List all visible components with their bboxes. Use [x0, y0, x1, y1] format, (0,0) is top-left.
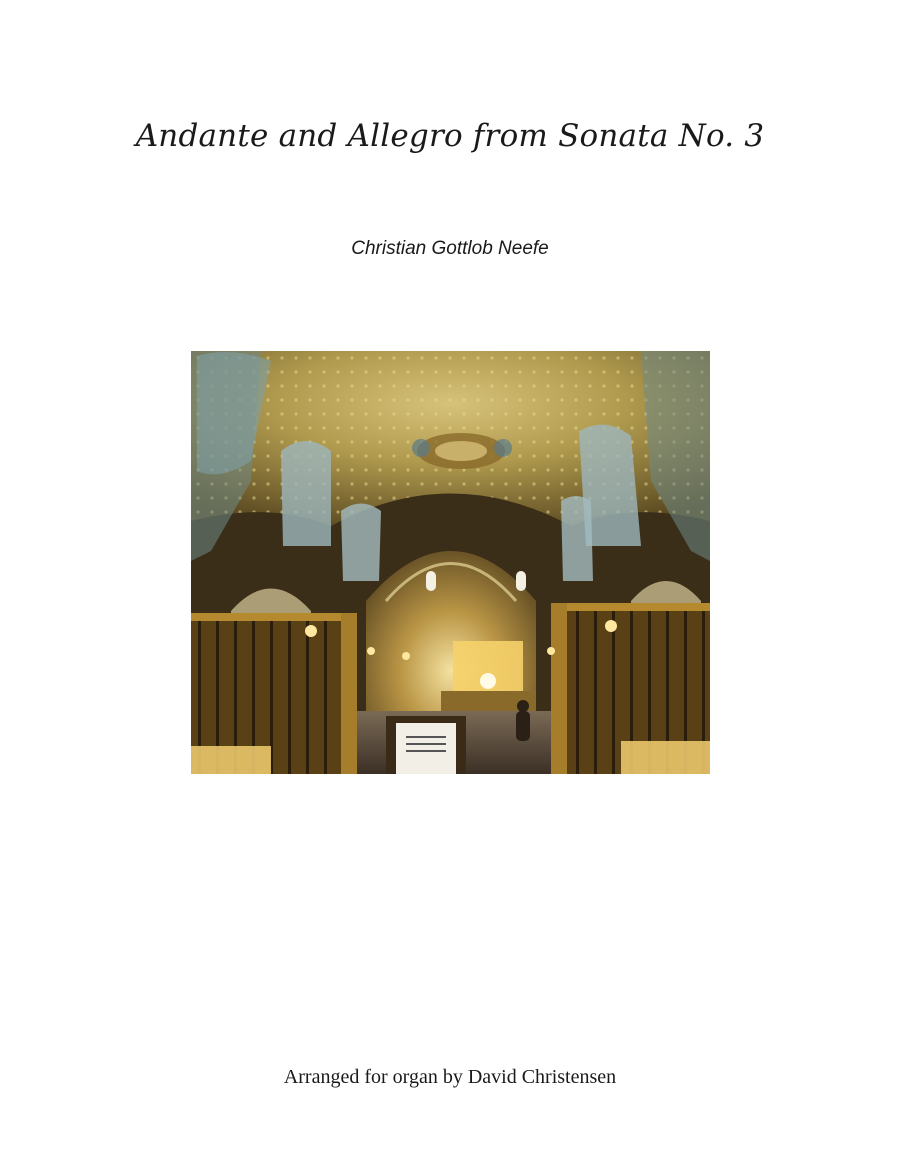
arranger-credit: Arranged for organ by David Christensen [283, 1066, 617, 1088]
score-title: Andante and Allegro from Sonata No. 3 [135, 118, 765, 154]
church-interior-photo [191, 351, 710, 774]
composer-name: Christian Gottlob Neefe [351, 238, 549, 259]
